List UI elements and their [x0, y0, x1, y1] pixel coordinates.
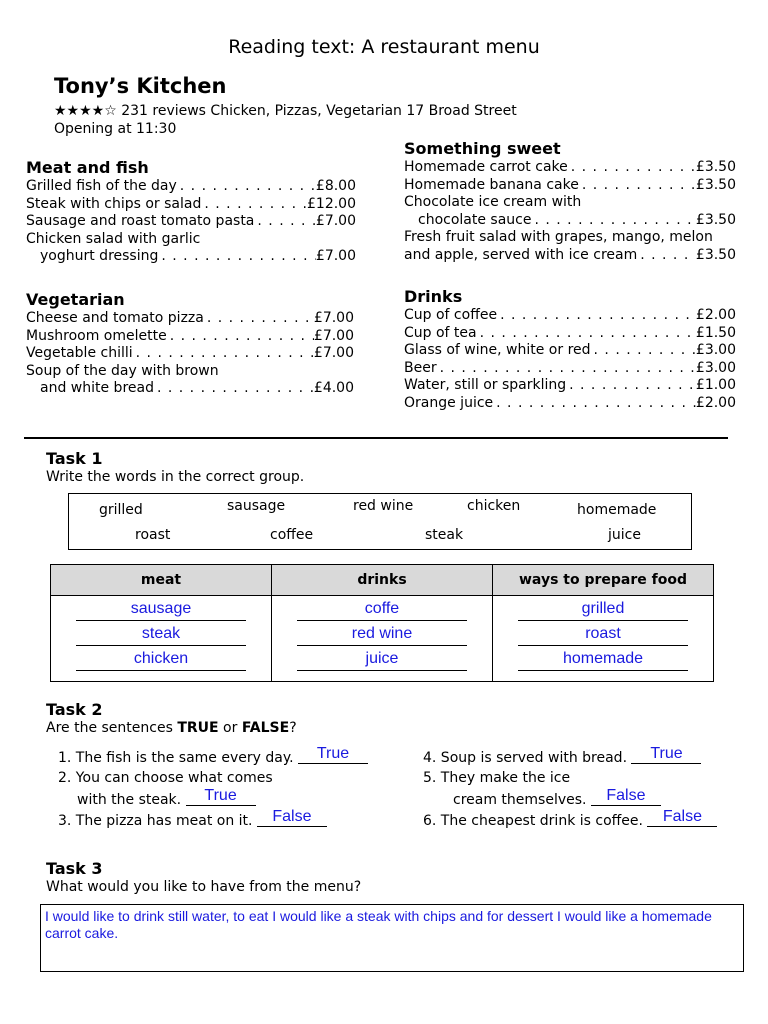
restaurant-name: Tony’s Kitchen [54, 74, 227, 98]
word-bank-item: coffee [270, 527, 314, 543]
menu-item: Vegetable chilli . . . £7.00 [26, 345, 354, 363]
menu-section-vegetarian [26, 290, 354, 398]
column-header-drinks: drinks [272, 565, 493, 596]
menu-item: Fresh fruit salad with grapes, mango, melon [404, 229, 713, 246]
answer-field[interactable]: False [647, 808, 717, 827]
menu-item: Beer . . . £3.00 [404, 360, 736, 378]
task1-title: Task 1 [46, 449, 103, 468]
section-title: Vegetarian [26, 290, 125, 309]
column-header-meat: meat [51, 565, 272, 596]
section-title: Drinks [404, 287, 463, 306]
answer-field[interactable]: True [631, 745, 701, 764]
menu-item: Orange juice . . . £2.00 [404, 395, 736, 413]
menu-item: Cup of tea . . . £1.50 [404, 325, 736, 343]
question-5: 5. They make the ice [423, 770, 571, 786]
answer-field[interactable]: False [257, 808, 327, 827]
word-bank-item: roast [135, 527, 171, 543]
task3-instruction: What would you like to have from the menu? [46, 879, 362, 895]
menu-item: Glass of wine, white or red . . . £3.00 [404, 342, 736, 360]
word-bank [68, 493, 692, 550]
answer-field[interactable]: homemade [518, 648, 688, 671]
restaurant-info: ★★★★☆ 231 reviews Chicken, Pizzas, Vegetarian 17 Broad Street [54, 103, 517, 119]
answer-field[interactable]: True [186, 787, 256, 806]
word-bank-item: juice [608, 527, 641, 543]
answer-field[interactable]: roast [518, 623, 688, 646]
menu-item: Cheese and tomato pizza . . . £7.00 [26, 310, 354, 328]
word-bank-item: red wine [353, 498, 414, 514]
menu-item: Soup of the day with brown [26, 362, 219, 379]
menu-section-drinks [404, 287, 736, 413]
question-4: 4. Soup is served with bread. True [423, 749, 701, 768]
answer-field[interactable]: chicken [76, 648, 246, 671]
answer-field[interactable]: steak [76, 623, 246, 646]
menu-item: Sausage and roast tomato pasta . . . £7.00 [26, 213, 356, 231]
menu-item: Chocolate ice cream with [404, 194, 582, 211]
question-2-cont: with the steak. True [77, 791, 256, 810]
table-cell [272, 596, 493, 682]
word-bank-item: grilled [99, 502, 143, 518]
answer-field[interactable]: True [298, 745, 368, 764]
menu-item-cont: chocolate sauce . . . £3.50 [404, 212, 736, 230]
word-bank-item: steak [425, 527, 464, 543]
word-bank-item: homemade [577, 502, 657, 518]
question-3: 3. The pizza has meat on it. False [58, 812, 327, 831]
answer-field[interactable]: red wine [297, 623, 467, 646]
section-title: Something sweet [404, 139, 561, 158]
menu-section-meat-fish [26, 158, 356, 266]
menu-item: Steak with chips or salad . . . £12.00 [26, 196, 356, 214]
menu-item-cont: and apple, served with ice cream . . . £3.50 [404, 247, 736, 265]
word-bank-item: chicken [467, 498, 521, 514]
answer-field[interactable]: sausage [76, 598, 246, 621]
grouping-table [50, 564, 714, 682]
task3-title: Task 3 [46, 859, 103, 878]
menu-item: Grilled fish of the day . . . £8.00 [26, 178, 356, 196]
divider [24, 437, 728, 439]
section-title: Meat and fish [26, 158, 149, 177]
question-1: 1. The fish is the same every day. True [58, 749, 368, 768]
menu-item: Homemade banana cake . . . £3.50 [404, 177, 736, 195]
opening-time: Opening at 11:30 [54, 121, 177, 137]
menu-item: Mushroom omelette . . . £7.00 [26, 328, 354, 346]
task2-title: Task 2 [46, 700, 103, 719]
menu-item-cont: yoghurt dressing . . . £7.00 [26, 248, 356, 266]
menu-item-cont: and white bread . . . £4.00 [26, 380, 354, 398]
document-title: Reading text: A restaurant menu [228, 36, 540, 58]
answer-field[interactable]: juice [297, 648, 467, 671]
answer-textarea[interactable]: I would like to drink still water, to eat I would like a steak with chips and for dessert I would like a homemade carrot cake. [40, 904, 744, 972]
question-5-cont: cream themselves. False [453, 791, 661, 810]
task2-instruction: Are the sentences TRUE or FALSE? [46, 720, 297, 736]
menu-item: Cup of coffee . . . £2.00 [404, 307, 736, 325]
answer-field[interactable]: coffe [297, 598, 467, 621]
menu-item: Water, still or sparkling . . . £1.00 [404, 377, 736, 395]
question-2: 2. You can choose what comes [58, 770, 273, 786]
answer-field[interactable]: False [591, 787, 661, 806]
menu-item: Chicken salad with garlic [26, 230, 201, 247]
task1-instruction: Write the words in the correct group. [46, 469, 305, 485]
column-header-prepare: ways to prepare food [493, 565, 714, 596]
table-cell [493, 596, 714, 682]
word-bank-item: sausage [227, 498, 286, 514]
question-6: 6. The cheapest drink is coffee. False [423, 812, 717, 831]
table-cell [51, 596, 272, 682]
menu-item: Homemade carrot cake . . . £3.50 [404, 159, 736, 177]
answer-field[interactable]: grilled [518, 598, 688, 621]
menu-section-sweet [404, 139, 736, 265]
